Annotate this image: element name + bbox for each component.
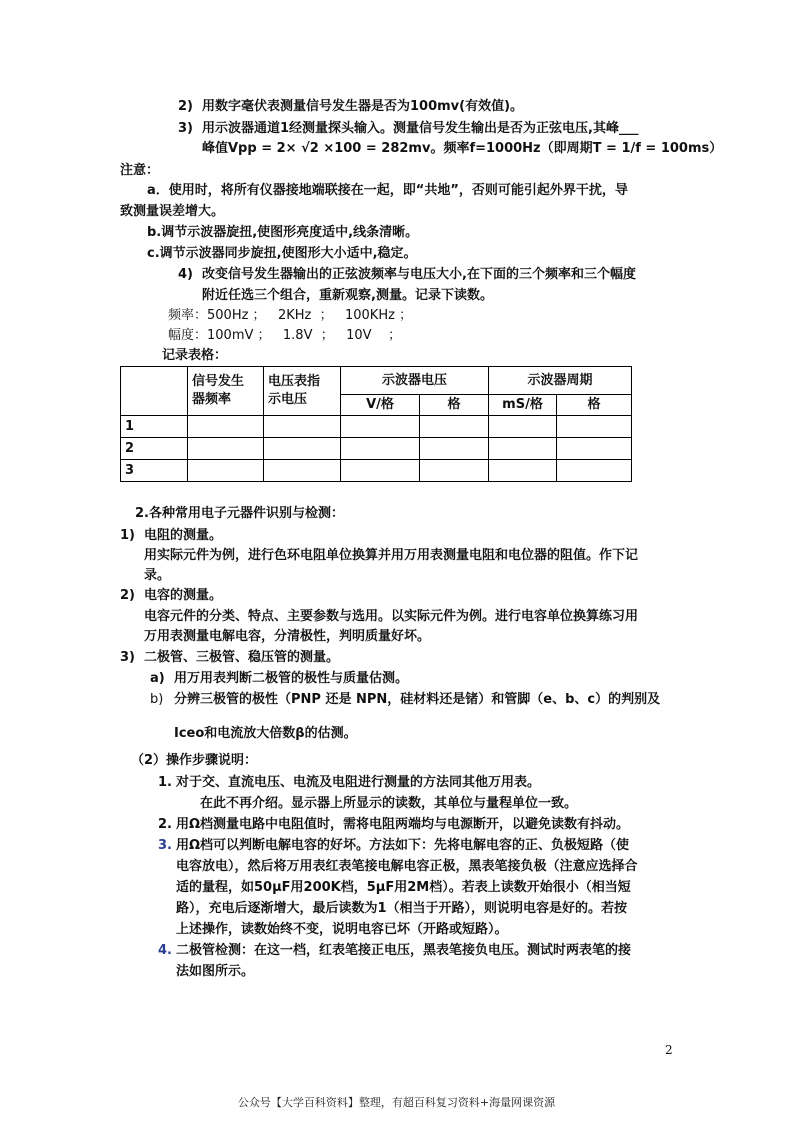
table-row (121, 460, 632, 482)
subheader-v-per-div: V/格 (341, 395, 420, 416)
note-c: c.调节示波器同步旋扭,使图形大小适中,稳定。 (147, 246, 417, 261)
item-2: 2) 用数字毫伏表测量信号发生器是否为100mv(有效值)。 (178, 99, 524, 114)
capacitor-line2: 万用表测量电解电容，分清极性，判明质量好坏。 (144, 629, 431, 644)
table-cell (341, 416, 420, 438)
footer-note: 公众号【大学百科资料】整理，有超百科复习资料+海量网课资源 (237, 1096, 556, 1109)
table-cell (420, 438, 489, 460)
step-2: 2. 用Ω档测量电路中电阻值时，需将电阻两端均与电源断开，以避免读数有抖动。 (158, 817, 630, 832)
header-signal-frequency: 信号发生 器频率 (188, 367, 264, 416)
table-cell (264, 438, 341, 460)
record-table (120, 366, 632, 482)
row-number: 2 (121, 438, 188, 460)
step-3-line3: 适的量程，如50μF用200K档，5μF用2M档）。若表上读数开始很小（相当短 (176, 880, 631, 895)
item-4-line1: 4) 改变信号发生器输出的正弦波频率与电压大小,在下面的三个频率和三个幅度 (178, 267, 636, 282)
transistor-item-b-line2: Iceo和电流放大倍数β的估测。 (174, 726, 357, 741)
table-cell (557, 460, 632, 482)
table-cell (489, 438, 557, 460)
resistor-line2: 录。 (144, 568, 171, 583)
item-3-line1: 3) 用示波器通道1经测量探头输入。测量信号发生输出是否为正弦电压,其峰___ (178, 121, 639, 136)
table-corner-cell (121, 367, 188, 416)
capacitor-line1: 电容元件的分类、特点、主要参数与选用。以实际元件为例。进行电容单位换算练习用 (144, 609, 639, 624)
note-b: b.调节示波器旋扭,使图形亮度适中,线条清晰。 (147, 225, 419, 240)
table-row (121, 438, 632, 460)
table-cell (264, 460, 341, 482)
row-number: 1 (121, 416, 188, 438)
table-cell (489, 460, 557, 482)
table-cell (420, 460, 489, 482)
header-oscilloscope-voltage: 示波器电压 (341, 367, 489, 395)
table-cell (489, 416, 557, 438)
table-cell (341, 460, 420, 482)
table-row (121, 416, 632, 438)
transistor-item-b: b) 分辨三极管的极性（PNP 还是 NPN，硅材料还是锗）和管脚（e、b、c）的判别及 (150, 692, 661, 707)
table-cell (557, 438, 632, 460)
table-cell (420, 416, 489, 438)
step-1-line2: 在此不再介绍。显示器上所显示的读数，其单位与量程单位一致。 (200, 796, 578, 811)
step-3-line4: 路），充电后逐渐增大，最后读数为1（相当于开路），则说明电容是好的。若按 (176, 901, 628, 916)
header-voltmeter-reading: 电压表指 示电压 (264, 367, 341, 416)
diode-heading: 3) 二极管、三极管、稳压管的测量。 (120, 650, 340, 665)
diode-item-a: a) 用万用表判断二极管的极性与质量估测。 (150, 671, 409, 686)
notes-title: 注意： (120, 163, 160, 178)
table-cell (188, 416, 264, 438)
subheader-ms-per-div: mS/格 (489, 395, 557, 416)
item-4-line2: 附近任选三个组合，重新观察,测量。记录下读数。 (202, 288, 493, 303)
table-cell (557, 416, 632, 438)
table-cell (188, 438, 264, 460)
page-number: 2 (665, 1043, 673, 1057)
operation-steps-title: （2）操作步骤说明： (131, 753, 258, 768)
table-cell (188, 460, 264, 482)
capacitor-heading: 2) 电容的测量。 (120, 588, 223, 603)
resistor-heading: 1) 电阻的测量。 (120, 528, 223, 543)
step-4-line2: 法如图所示。 (176, 964, 255, 979)
table-cell (264, 416, 341, 438)
header-oscilloscope-period: 示波器周期 (489, 367, 632, 395)
step-3-line2: 电容放电），然后将万用表红表笔接电解电容正极，黑表笔接负极（注意应选择合 (176, 859, 638, 874)
row-number: 3 (121, 460, 188, 482)
amplitude-line: 幅度：100mV ； 1.8V ； 10V ； (168, 328, 402, 343)
section2-title: 2.各种常用电子元器件识别与检测： (135, 506, 344, 521)
note-a-line2: 致测量误差增大。 (120, 204, 225, 219)
step-3-line5: 上述操作，读数始终不变，说明电容已坏（开路或短路）。 (176, 922, 508, 937)
step-1: 1. 对于交、直流电压、电流及电阻进行测量的方法同其他万用表。 (158, 775, 541, 790)
resistor-line1: 用实际元件为例，进行色环电阻单位换算并用万用表测量电阻和电位器的阻值。作下记 (144, 548, 639, 563)
note-a-line1: a．使用时，将所有仪器接地端联接在一起，即“共地”，否则可能引起外界干扰，导 (147, 183, 628, 198)
subheader-div: 格 (420, 395, 489, 416)
step-3: 3. 用Ω档可以判断电解电容的好坏。方法如下：先将电解电容的正、负极短路（使 (158, 838, 630, 853)
subheader-div: 格 (557, 395, 632, 416)
step-4: 4. 二极管检测：在这一档，红表笔接正电压，黑表笔接负电压。测试时两表笔的接 (158, 943, 632, 958)
table-caption: 记录表格： (162, 348, 228, 363)
frequency-line: 频率：500Hz ； 2KHz ； 100KHz ； (168, 308, 413, 323)
item-3-line2: 峰值Vpp = 2× √2 ×100 = 282mv。频率f=1000Hz（即周期T = 1/f = 100ms） (202, 141, 723, 156)
table-cell (341, 438, 420, 460)
